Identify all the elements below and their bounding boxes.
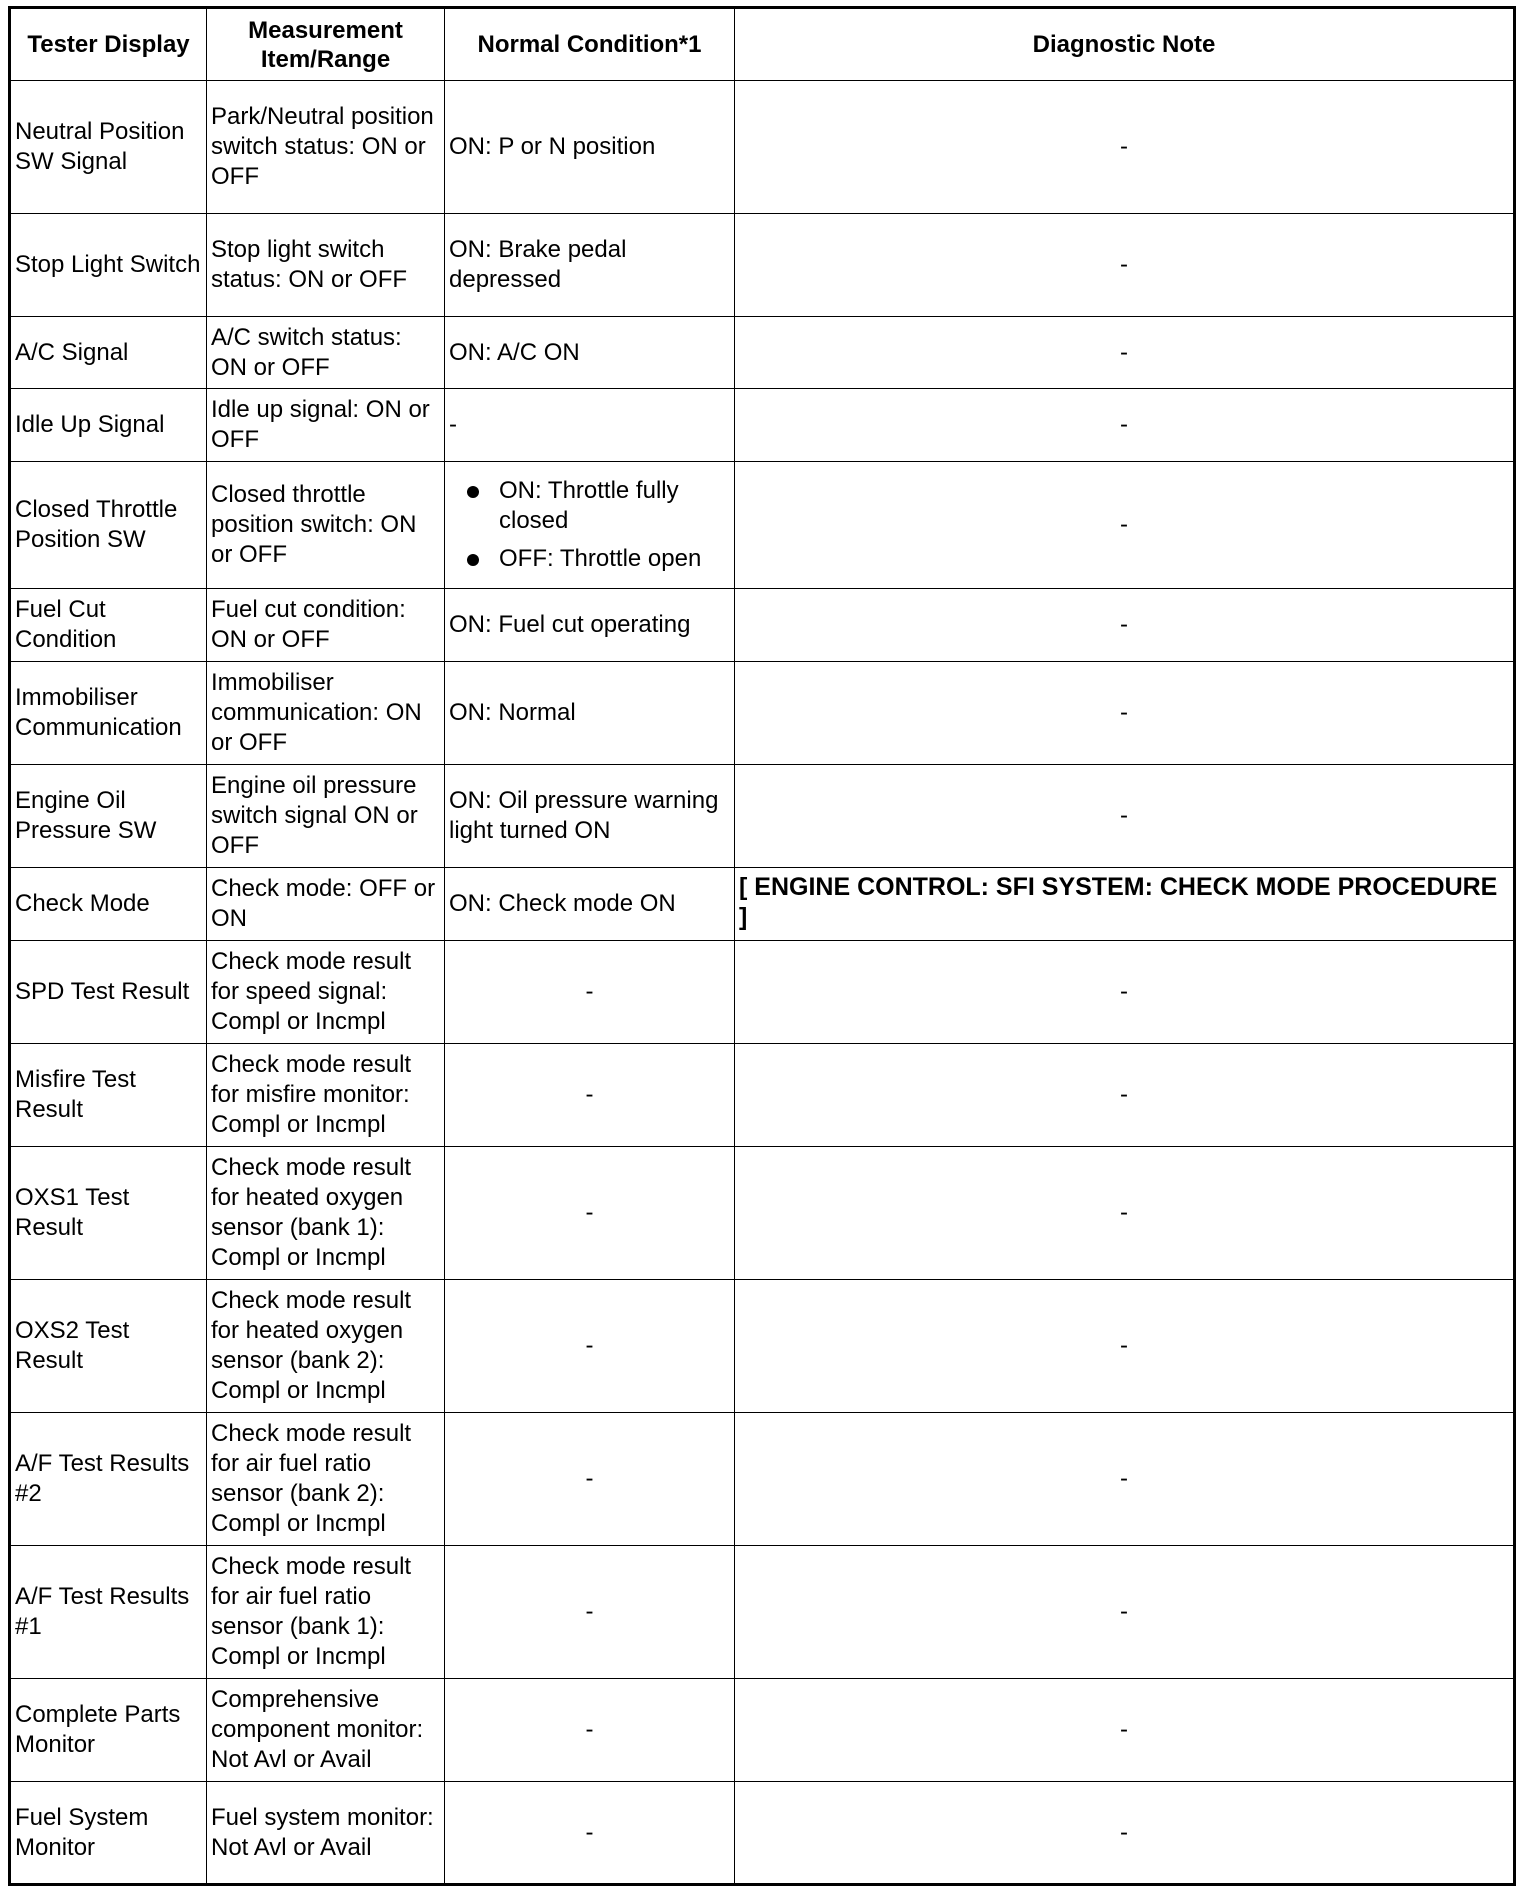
cell-diagnostic-note: - [735,941,1515,1044]
table-row [10,662,1515,765]
cell-measurement: Check mode result for misfire monitor: Compl or Incmpl [207,1044,445,1147]
cell-diagnostic-note: - [735,1147,1515,1280]
cell-diagnostic-note: - [735,1679,1515,1782]
cell-diagnostic-note: - [735,214,1515,317]
cell-tester-display: Immobiliser Communication [10,662,207,765]
cell-tester-display: A/F Test Results #2 [10,1413,207,1546]
cell-tester-display: Stop Light Switch [10,214,207,317]
cell-measurement: Check mode result for heated oxygen sensor (bank 2): Compl or Incmpl [207,1280,445,1413]
cell-tester-display: A/F Test Results #1 [10,1546,207,1679]
cell-measurement: Closed throttle position switch: ON or OFF [207,462,445,589]
cell-measurement: Idle up signal: ON or OFF [207,389,445,462]
table-row [10,1147,1515,1280]
table-row [10,317,1515,389]
cell-measurement: A/C switch status: ON or OFF [207,317,445,389]
check-mode-procedure-link[interactable]: [ ENGINE CONTROL: SFI SYSTEM: CHECK MODE PROCEDURE ] [735,868,1515,941]
cell-measurement: Check mode result for air fuel ratio sensor (bank 1): Compl or Incmpl [207,1546,445,1679]
cell-tester-display: Misfire Test Result [10,1044,207,1147]
cell-tester-display: A/C Signal [10,317,207,389]
table-row [10,462,1515,589]
header-measurement: Measurement Item/Range [207,8,445,81]
cell-normal-condition [445,462,735,589]
cell-normal-condition: ON: A/C ON [445,317,735,389]
cell-measurement: Immobiliser communication: ON or OFF [207,662,445,765]
cell-tester-display: OXS2 Test Result [10,1280,207,1413]
cell-diagnostic-note: - [735,317,1515,389]
table-row [10,589,1515,662]
cell-measurement: Stop light switch status: ON or OFF [207,214,445,317]
normal-condition-bullet-list [449,472,730,578]
table-row [10,941,1515,1044]
table-row [10,1044,1515,1147]
cell-normal-condition: - [445,1147,735,1280]
cell-diagnostic-note: - [735,1782,1515,1885]
cell-tester-display: OXS1 Test Result [10,1147,207,1280]
cell-tester-display: Check Mode [10,868,207,941]
cell-tester-display: Engine Oil Pressure SW [10,765,207,868]
cell-normal-condition: - [445,1280,735,1413]
cell-normal-condition: - [445,1546,735,1679]
cell-measurement: Check mode: OFF or ON [207,868,445,941]
header-normal-condition: Normal Condition*1 [445,8,735,81]
cell-diagnostic-note: - [735,1044,1515,1147]
table-row [10,81,1515,214]
cell-normal-condition: - [445,389,735,462]
cell-diagnostic-note: - [735,589,1515,662]
cell-tester-display: Fuel System Monitor [10,1782,207,1885]
cell-diagnostic-note: - [735,81,1515,214]
cell-normal-condition: - [445,1679,735,1782]
cell-measurement: Check mode result for heated oxygen sensor (bank 1): Compl or Incmpl [207,1147,445,1280]
cell-diagnostic-note: - [735,389,1515,462]
cell-diagnostic-note: - [735,765,1515,868]
table-row [10,389,1515,462]
cell-diagnostic-note: - [735,1546,1515,1679]
cell-diagnostic-note: - [735,1413,1515,1546]
table-row [10,1782,1515,1885]
cell-tester-display: Idle Up Signal [10,389,207,462]
cell-normal-condition: ON: Brake pedal depressed [445,214,735,317]
cell-tester-display: SPD Test Result [10,941,207,1044]
header-row [10,8,1515,81]
data-list-table [8,6,1516,1886]
cell-normal-condition: ON: Normal [445,662,735,765]
table-row [10,214,1515,317]
cell-measurement: Fuel cut condition: ON or OFF [207,589,445,662]
cell-measurement: Engine oil pressure switch signal ON or OFF [207,765,445,868]
cell-tester-display: Neutral Position SW Signal [10,81,207,214]
table-row [10,1679,1515,1782]
table-row [10,1413,1515,1546]
cell-normal-condition: ON: P or N position [445,81,735,214]
cell-diagnostic-note: - [735,1280,1515,1413]
cell-normal-condition: ON: Fuel cut operating [445,589,735,662]
cell-tester-display: Complete Parts Monitor [10,1679,207,1782]
cell-measurement: Check mode result for speed signal: Compl or Incmpl [207,941,445,1044]
cell-normal-condition: - [445,1782,735,1885]
list-item: OFF: Throttle open [499,540,730,578]
cell-normal-condition: - [445,1044,735,1147]
cell-measurement: Check mode result for air fuel ratio sensor (bank 2): Compl or Incmpl [207,1413,445,1546]
cell-normal-condition: ON: Check mode ON [445,868,735,941]
cell-diagnostic-note: - [735,462,1515,589]
table-row [10,868,1515,941]
table-row [10,1546,1515,1679]
list-item: ON: Throttle fully closed [499,472,730,540]
cell-diagnostic-note: - [735,662,1515,765]
cell-normal-condition: - [445,1413,735,1546]
table-row [10,765,1515,868]
table-row [10,1280,1515,1413]
cell-tester-display: Closed Throttle Position SW [10,462,207,589]
header-diagnostic-note: Diagnostic Note [735,8,1515,81]
cell-tester-display: Fuel Cut Condition [10,589,207,662]
cell-normal-condition: - [445,941,735,1044]
cell-measurement: Fuel system monitor: Not Avl or Avail [207,1782,445,1885]
cell-measurement: Comprehensive component monitor: Not Avl or Avail [207,1679,445,1782]
cell-measurement: Park/Neutral position switch status: ON or OFF [207,81,445,214]
header-tester-display: Tester Display [10,8,207,81]
cell-normal-condition: ON: Oil pressure warning light turned ON [445,765,735,868]
